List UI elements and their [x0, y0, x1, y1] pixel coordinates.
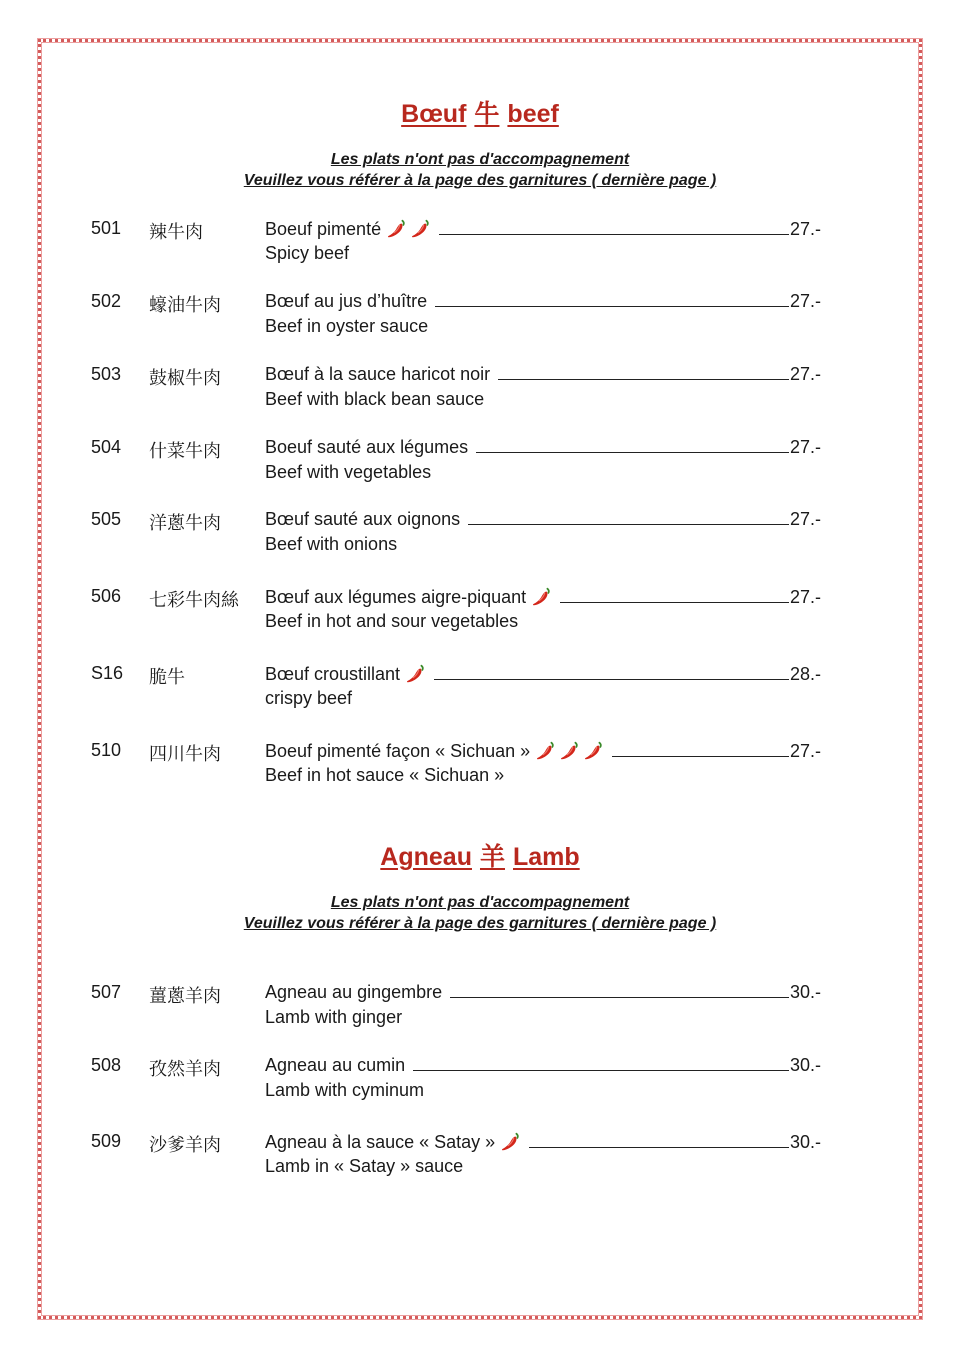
spice-level — [534, 740, 604, 762]
note-garnish-page: Veuillez vous référer à la page des garnitures ( dernière page ) — [243, 172, 717, 189]
item-name-english: Lamb with ginger — [265, 1007, 403, 1027]
item-name-french: Agneau à la sauce « Satay » — [265, 1132, 496, 1152]
item-name-french: Agneau au gingembre — [265, 982, 443, 1002]
item-name-french: Bœuf aux légumes aigre-piquant — [265, 587, 527, 607]
item-name-english: Spicy beef — [265, 243, 350, 263]
menu-item — [0, 437, 960, 489]
chili-pepper-icon — [409, 218, 431, 240]
item-name-english: Lamb in « Satay » sauce — [265, 1156, 464, 1176]
dot-leader — [529, 1147, 789, 1148]
item-name-english: Beef in oyster sauce — [265, 316, 429, 336]
spice-level — [530, 586, 552, 608]
item-price: 27.- — [789, 291, 821, 311]
item-name-line — [265, 437, 821, 458]
item-number: 509 — [91, 1131, 122, 1151]
item-price: 27.- — [789, 437, 821, 457]
menu-item — [0, 586, 960, 638]
dot-leader — [498, 379, 789, 380]
item-name-line — [265, 586, 821, 608]
item-number: 502 — [91, 291, 122, 311]
dot-leader — [468, 524, 789, 525]
item-name-english: Beef in hot and sour vegetables — [265, 611, 519, 631]
note-garnish-page: Veuillez vous référer à la page des garnitures ( dernière page ) — [243, 915, 717, 932]
note-no-side-dish: Les plats n'ont pas d'accompagnement — [330, 894, 630, 911]
item-name-line — [265, 291, 821, 312]
menu-item — [0, 740, 960, 792]
dot-leader — [413, 1070, 789, 1071]
dot-leader — [435, 306, 789, 307]
section-title-lamb: Agneau 羊 Lamb — [380, 842, 580, 871]
item-name-french: Boeuf pimenté façon « Sichuan » — [265, 741, 531, 761]
dot-leader — [434, 679, 789, 680]
item-name-chinese: 辣牛肉 — [149, 222, 203, 243]
item-name-line — [265, 364, 821, 385]
chili-pepper-icon — [499, 1131, 521, 1153]
item-name-chinese: 蠔油牛肉 — [149, 295, 221, 316]
dot-leader — [612, 756, 789, 757]
item-name-english: crispy beef — [265, 688, 353, 708]
dot-leader — [439, 234, 789, 235]
item-name-french: Agneau au cumin — [265, 1055, 406, 1075]
item-name-french: Bœuf à la sauce haricot noir — [265, 364, 491, 384]
menu-item — [0, 1131, 960, 1183]
item-number: 506 — [91, 586, 122, 606]
item-number: S16 — [91, 663, 124, 683]
item-number: 504 — [91, 437, 122, 457]
item-name-chinese: 什菜牛肉 — [149, 441, 221, 462]
chili-pepper-icon — [385, 218, 407, 240]
item-price: 27.- — [789, 364, 821, 384]
item-name-line — [265, 982, 821, 1003]
item-name-line — [265, 1131, 821, 1153]
item-name-english: Beef with vegetables — [265, 462, 432, 482]
menu-item — [0, 1055, 960, 1107]
spice-level — [404, 663, 426, 685]
item-price: 27.- — [789, 741, 821, 761]
item-name-chinese: 薑蔥羊肉 — [149, 986, 221, 1007]
item-name-line — [265, 740, 821, 762]
note-no-side-dish: Les plats n'ont pas d'accompagnement — [330, 151, 630, 168]
item-number: 508 — [91, 1055, 122, 1075]
item-name-chinese: 鼓椒牛肉 — [149, 368, 221, 389]
section-notes-lamb — [0, 892, 960, 934]
item-name-english: Lamb with cyminum — [265, 1080, 425, 1100]
menu-item — [0, 982, 960, 1034]
item-name-french: Bœuf au jus d’huître — [265, 291, 428, 311]
item-name-chinese: 沙爹羊肉 — [149, 1135, 221, 1156]
item-name-line — [265, 1055, 821, 1076]
menu-item — [0, 364, 960, 416]
item-name-english: Beef in hot sauce « Sichuan » — [265, 765, 505, 785]
section-notes-beef — [0, 149, 960, 191]
item-price: 30.- — [789, 1132, 821, 1152]
item-number: 505 — [91, 509, 122, 529]
item-number: 507 — [91, 982, 122, 1002]
item-name-french: Bœuf croustillant — [265, 664, 401, 684]
dot-leader — [560, 602, 789, 603]
menu-item — [0, 509, 960, 561]
menu-item — [0, 663, 960, 715]
item-name-chinese: 脆牛 — [149, 667, 185, 688]
item-name-chinese: 洋蔥牛肉 — [149, 513, 221, 534]
chili-pepper-icon — [530, 586, 552, 608]
item-name-chinese: 孜然羊肉 — [149, 1059, 221, 1080]
spice-level — [385, 218, 431, 240]
item-name-french: Boeuf sauté aux légumes — [265, 437, 469, 457]
chili-pepper-icon — [558, 740, 580, 762]
spice-level — [499, 1131, 521, 1153]
item-name-line — [265, 663, 821, 685]
chili-pepper-icon — [582, 740, 604, 762]
chili-pepper-icon — [404, 663, 426, 685]
item-price: 30.- — [789, 982, 821, 1002]
chili-pepper-icon — [534, 740, 556, 762]
dot-leader — [450, 997, 789, 998]
item-name-chinese: 四川牛肉 — [149, 744, 221, 765]
menu-item — [0, 291, 960, 343]
dot-leader — [476, 452, 789, 453]
item-name-french: Bœuf sauté aux oignons — [265, 509, 461, 529]
item-price: 27.- — [789, 587, 821, 607]
item-price: 28.- — [789, 664, 821, 684]
item-number: 510 — [91, 740, 122, 760]
item-price: 30.- — [789, 1055, 821, 1075]
item-price: 27.- — [789, 219, 821, 239]
item-number: 501 — [91, 218, 122, 238]
section-title-beef: Bœuf 牛 beef — [401, 99, 559, 128]
item-name-english: Beef with black bean sauce — [265, 389, 485, 409]
item-number: 503 — [91, 364, 122, 384]
menu-item — [0, 218, 960, 270]
item-name-line — [265, 509, 821, 530]
item-name-chinese: 七彩牛肉絲 — [149, 590, 239, 611]
item-name-line — [265, 218, 821, 240]
item-price: 27.- — [789, 509, 821, 529]
item-name-english: Beef with onions — [265, 534, 398, 554]
item-name-french: Boeuf pimenté — [265, 219, 382, 239]
